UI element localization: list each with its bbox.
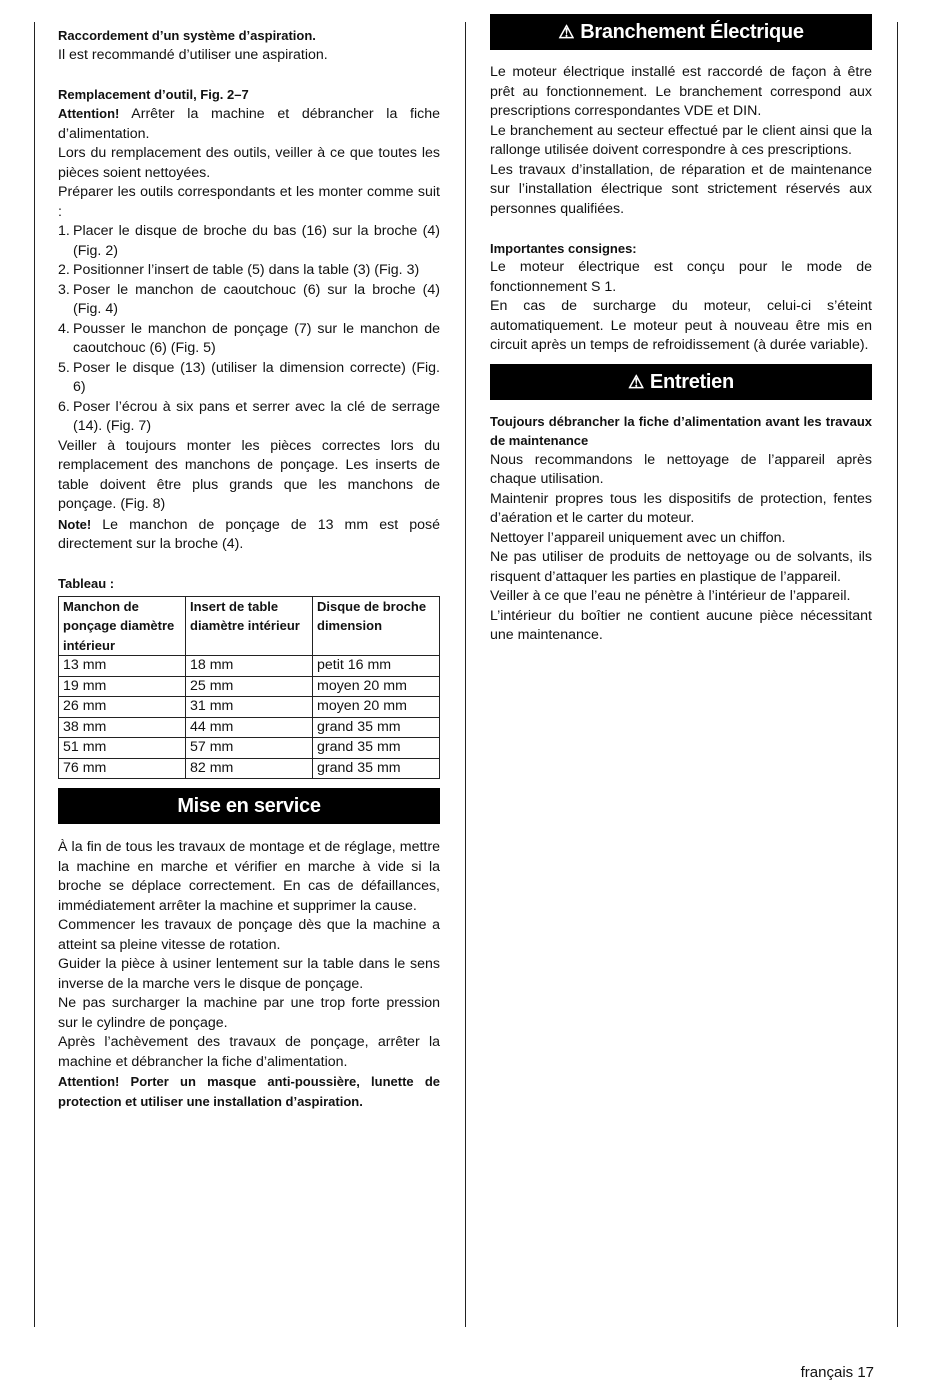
table-header: Disque de broche dimension <box>313 596 440 656</box>
mise-paragraph-2: Commencer les travaux de ponçage dès que la machine a atteint sa pleine vitesse de rotation. <box>58 917 440 953</box>
entretien-paragraph-2: Maintenir propres tous les dispositifs de protection, fentes d’aération et le carter du moteur. <box>490 490 872 526</box>
table-header: Insert de table diamètre intérieur <box>186 596 313 656</box>
table-cell: 18 mm <box>186 656 313 677</box>
table-row <box>59 676 440 697</box>
table-cell: 57 mm <box>186 738 313 759</box>
mise-paragraph-5: Après l’achèvement des travaux de ponçage, arrêter la machine et débrancher la fiche d’alimentation. <box>58 1034 440 1070</box>
center-column-rule <box>465 22 466 1327</box>
elec-paragraph-2: Le branchement au secteur effectué par le client ainsi que la rallonge utilisée doivent correspondre à ces prescriptions. <box>490 122 872 158</box>
note-paragraph <box>58 515 440 555</box>
tool-replacement-heading: Remplacement d’outil, Fig. 2–7 <box>58 86 249 102</box>
list-item: 1. Placer le disque de broche du bas (16) sur la broche (4) (Fig. 2) <box>58 223 440 259</box>
section-banner-entretien: ⚠ Entretien <box>490 364 872 400</box>
table-cell: 25 mm <box>186 676 313 697</box>
entretien-paragraph-3: Nettoyer l’appareil uniquement avec un chiffon. <box>490 529 786 546</box>
elec-paragraph-1: Le moteur électrique installé est raccordé de façon à être prêt au fonctionnement. Le branchement correspond aux prescriptions correspondantes VDE et DIN. <box>490 64 872 119</box>
table-cell: 82 mm <box>186 758 313 779</box>
tool-replacement-text-2: Préparer les outils correspondants et les monter comme suit : <box>58 184 440 220</box>
warning-triangle-icon: ⚠ <box>628 371 644 392</box>
right-column <box>490 14 872 646</box>
dimension-table <box>58 596 440 780</box>
table-cell: 51 mm <box>59 738 186 759</box>
table-row <box>59 738 440 759</box>
consignes-paragraph-2: En cas de surcharge du moteur, celui-ci s’éteint automatiquement. Le moteur peut à nouveau être mis en circuit après un temps de refroidissement (à durée variable). <box>490 298 872 353</box>
table-cell: 13 mm <box>59 656 186 677</box>
mise-paragraph-4: Ne pas surcharger la machine par une trop forte pression sur le cylindre de ponçage. <box>58 995 440 1031</box>
elec-paragraph-3: Les travaux d’installation, de réparation et de maintenance sur l’installation électrique sont strictement réservés aux personnes qualifiées. <box>490 161 872 217</box>
consignes-paragraph-1: Le moteur électrique est conçu pour le mode de fonctionnement S 1. <box>490 259 872 295</box>
consignes-heading: Importantes consignes: <box>490 240 637 256</box>
tool-replacement-attention <box>58 104 440 144</box>
left-margin-rule <box>34 22 35 1327</box>
aspiration-text: Il est recommandé d’utiliser une aspiration. <box>58 46 328 63</box>
table-cell: grand 35 mm <box>313 738 440 759</box>
tool-replacement-text-3: Veiller à toujours monter les pièces correctes lors du remplacement des manchons de ponçage. Les inserts de table doivent être plus grands que les manchons de ponçage. (Fig. 8) <box>58 437 440 512</box>
table-cell: 44 mm <box>186 717 313 738</box>
mise-paragraph-1: À la fin de tous les travaux de montage et de réglage, mettre la machine en marche et vérifier en marche à vide si la broche se déplace correctement. En cas de défaillances, immédiatement arrêter la machine et supprimer la cause. <box>58 839 440 914</box>
table-cell: petit 16 mm <box>313 656 440 677</box>
tool-replacement-text-1: Lors du remplacement des outils, veiller à ce que toutes les pièces soient nettoyées. <box>58 145 440 181</box>
table-cell: 38 mm <box>59 717 186 738</box>
table-header-row <box>59 596 440 656</box>
table-cell: 19 mm <box>59 676 186 697</box>
list-item: 3. Poser le manchon de caoutchouc (6) sur la broche (4) (Fig. 4) <box>58 281 440 317</box>
table-cell: moyen 20 mm <box>313 676 440 697</box>
attention-text: Arrêter la machine et débrancher la fiche d’alimentation. <box>58 106 440 142</box>
table-title: Tableau : <box>58 576 115 591</box>
list-item: 2. Positionner l’insert de table (5) dans la table (3) (Fig. 3) <box>58 262 420 278</box>
list-item: 5. Poser le disque (13) (utiliser la dimension correcte) (Fig. 6) <box>58 359 440 395</box>
table-cell: 76 mm <box>59 758 186 779</box>
mise-warning: Attention! Porter un masque anti-poussière, lunette de protection et utiliser une installation d’aspiration. <box>58 1074 440 1109</box>
tool-replacement-steps <box>58 222 440 437</box>
note-text: Le manchon de ponçage de 13 mm est posé directement sur la broche (4). <box>58 516 440 552</box>
table-row <box>59 697 440 718</box>
left-column <box>58 26 440 1111</box>
entretien-paragraph-6: L’intérieur du boîtier ne contient aucune pièce nécessitant une maintenance. <box>490 607 872 643</box>
section-banner-branchement: ⚠ Branchement Électrique <box>490 14 872 50</box>
attention-label: Attention! <box>58 106 120 121</box>
note-label: Note! <box>58 516 92 532</box>
right-margin-rule <box>897 22 898 1327</box>
entretien-paragraph-1: Nous recommandons le nettoyage de l’appareil après chaque utilisation. <box>490 451 872 487</box>
entretien-heading: Toujours débrancher la fiche d’alimentation avant les travaux de maintenance <box>490 413 872 448</box>
table-row <box>59 758 440 779</box>
table-header: Manchon de ponçage diamètre intérieur <box>59 596 186 656</box>
table-cell: 31 mm <box>186 697 313 718</box>
table-row <box>59 717 440 738</box>
table-cell: grand 35 mm <box>313 717 440 738</box>
entretien-paragraph-5: Veiller à ce que l’eau ne pénètre à l’intérieur de l’appareil. <box>490 588 851 604</box>
section-banner-mise-en-service: Mise en service <box>58 788 440 824</box>
list-item: 4. Pousser le manchon de ponçage (7) sur le manchon de caoutchouc (6) (Fig. 5) <box>58 320 440 356</box>
mise-paragraph-3: Guider la pièce à usiner lentement sur la table dans le sens inverse de la marche vers le disque de ponçage. <box>58 956 440 992</box>
table-cell: moyen 20 mm <box>313 697 440 718</box>
aspiration-heading: Raccordement d’un système d’aspiration. <box>58 28 316 43</box>
entretien-paragraph-4: Ne pas utiliser de produits de nettoyage ou de solvants, ils risquent d’attaquer les parties en plastique de l’appareil. <box>490 549 872 585</box>
table-row <box>59 656 440 677</box>
table-cell: 26 mm <box>59 697 186 718</box>
table-cell: grand 35 mm <box>313 758 440 779</box>
warning-triangle-icon: ⚠ <box>558 22 575 42</box>
page-number: français 17 <box>800 1364 874 1381</box>
list-item: 6. Poser l’écrou à six pans et serrer avec la clé de serrage (14). (Fig. 7) <box>58 398 440 434</box>
